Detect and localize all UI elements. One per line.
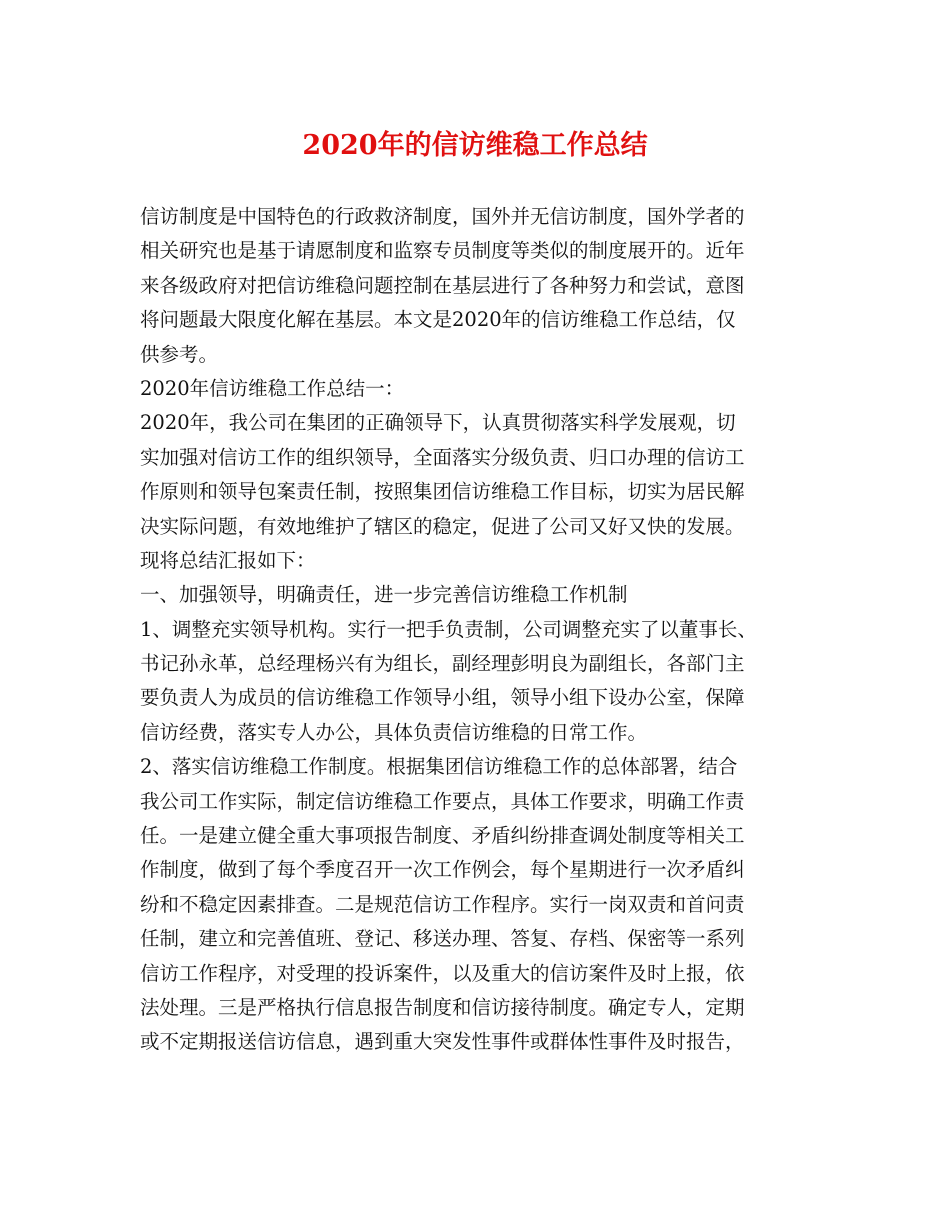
- body-line: 相关研究也是基于请愿制度和监察专员制度等类似的制度展开的。近年: [140, 239, 745, 263]
- body-line: 法处理。三是严格执行信息报告制度和信访接待制度。确定专人，定期: [140, 995, 745, 1019]
- body-line: 书记孙永革，总经理杨兴有为组长，副经理彭明良为副组长，各部门主: [140, 652, 745, 676]
- body-line: 纷和不稳定因素排查。二是规范信访工作程序。实行一岗双责和首问责: [140, 892, 745, 916]
- body-line: 现将总结汇报如下：: [140, 548, 316, 572]
- body-line: 2、落实信访维稳工作制度。根据集团信访维稳工作的总体部署，结合: [140, 755, 738, 779]
- body-line: 供参考。: [140, 342, 219, 366]
- body-line: 任制，建立和完善值班、登记、移送办理、答复、存档、保密等一系列: [140, 927, 745, 951]
- document-title: 2020年的信访维稳工作总结: [302, 130, 648, 161]
- body-line: 我公司工作实际，制定信访维稳工作要点，具体工作要求，明确工作责: [140, 789, 745, 813]
- body-line: 决实际问题，有效地维护了辖区的稳定，促进了公司又好又快的发展。: [140, 514, 745, 538]
- body-line: 信访工作程序，对受理的投诉案件，以及重大的信访案件及时上报，依: [140, 961, 745, 985]
- body-line: 来各级政府对把信访维稳问题控制在基层进行了各种努力和尝试，意图: [140, 273, 745, 297]
- section-heading: 2020年信访维稳工作总结一：: [140, 376, 405, 400]
- body-line: 将问题最大限度化解在基层。本文是2020年的信访维稳工作总结，仅: [140, 308, 736, 332]
- body-line: 或不定期报送信访信息，遇到重大突发性事件或群体性事件及时报告，: [140, 1030, 745, 1054]
- body-line: 作原则和领导包案责任制，按照集团信访维稳工作目标，切实为居民解: [140, 480, 745, 504]
- body-line: 1、调整充实领导机构。实行一把手负责制，公司调整充实了以董事长、: [140, 617, 757, 641]
- body-line: 信访制度是中国特色的行政救济制度，国外并无信访制度，国外学者的: [140, 205, 745, 228]
- document-body: [140, 200, 830, 1060]
- body-line: 实加强对信访工作的组织领导，全面落实分级负责、归口办理的信访工: [140, 445, 745, 469]
- body-line: 作制度，做到了每个季度召开一次工作例会，每个星期进行一次矛盾纠: [140, 858, 745, 882]
- body-line: 2020年，我公司在集团的正确领导下，认真贯彻落实科学发展观，切: [140, 411, 736, 435]
- body-line: 任。一是建立健全重大事项报告制度、矛盾纠纷排查调处制度等相关工: [140, 824, 745, 848]
- body-line: 要负责人为成员的信访维稳工作领导小组，领导小组下设办公室，保障: [140, 686, 745, 710]
- section-heading: 一、加强领导，明确责任，进一步完善信访维稳工作机制: [140, 583, 628, 607]
- body-line: 信访经费，落实专人办公，具体负责信访维稳的日常工作。: [140, 720, 648, 744]
